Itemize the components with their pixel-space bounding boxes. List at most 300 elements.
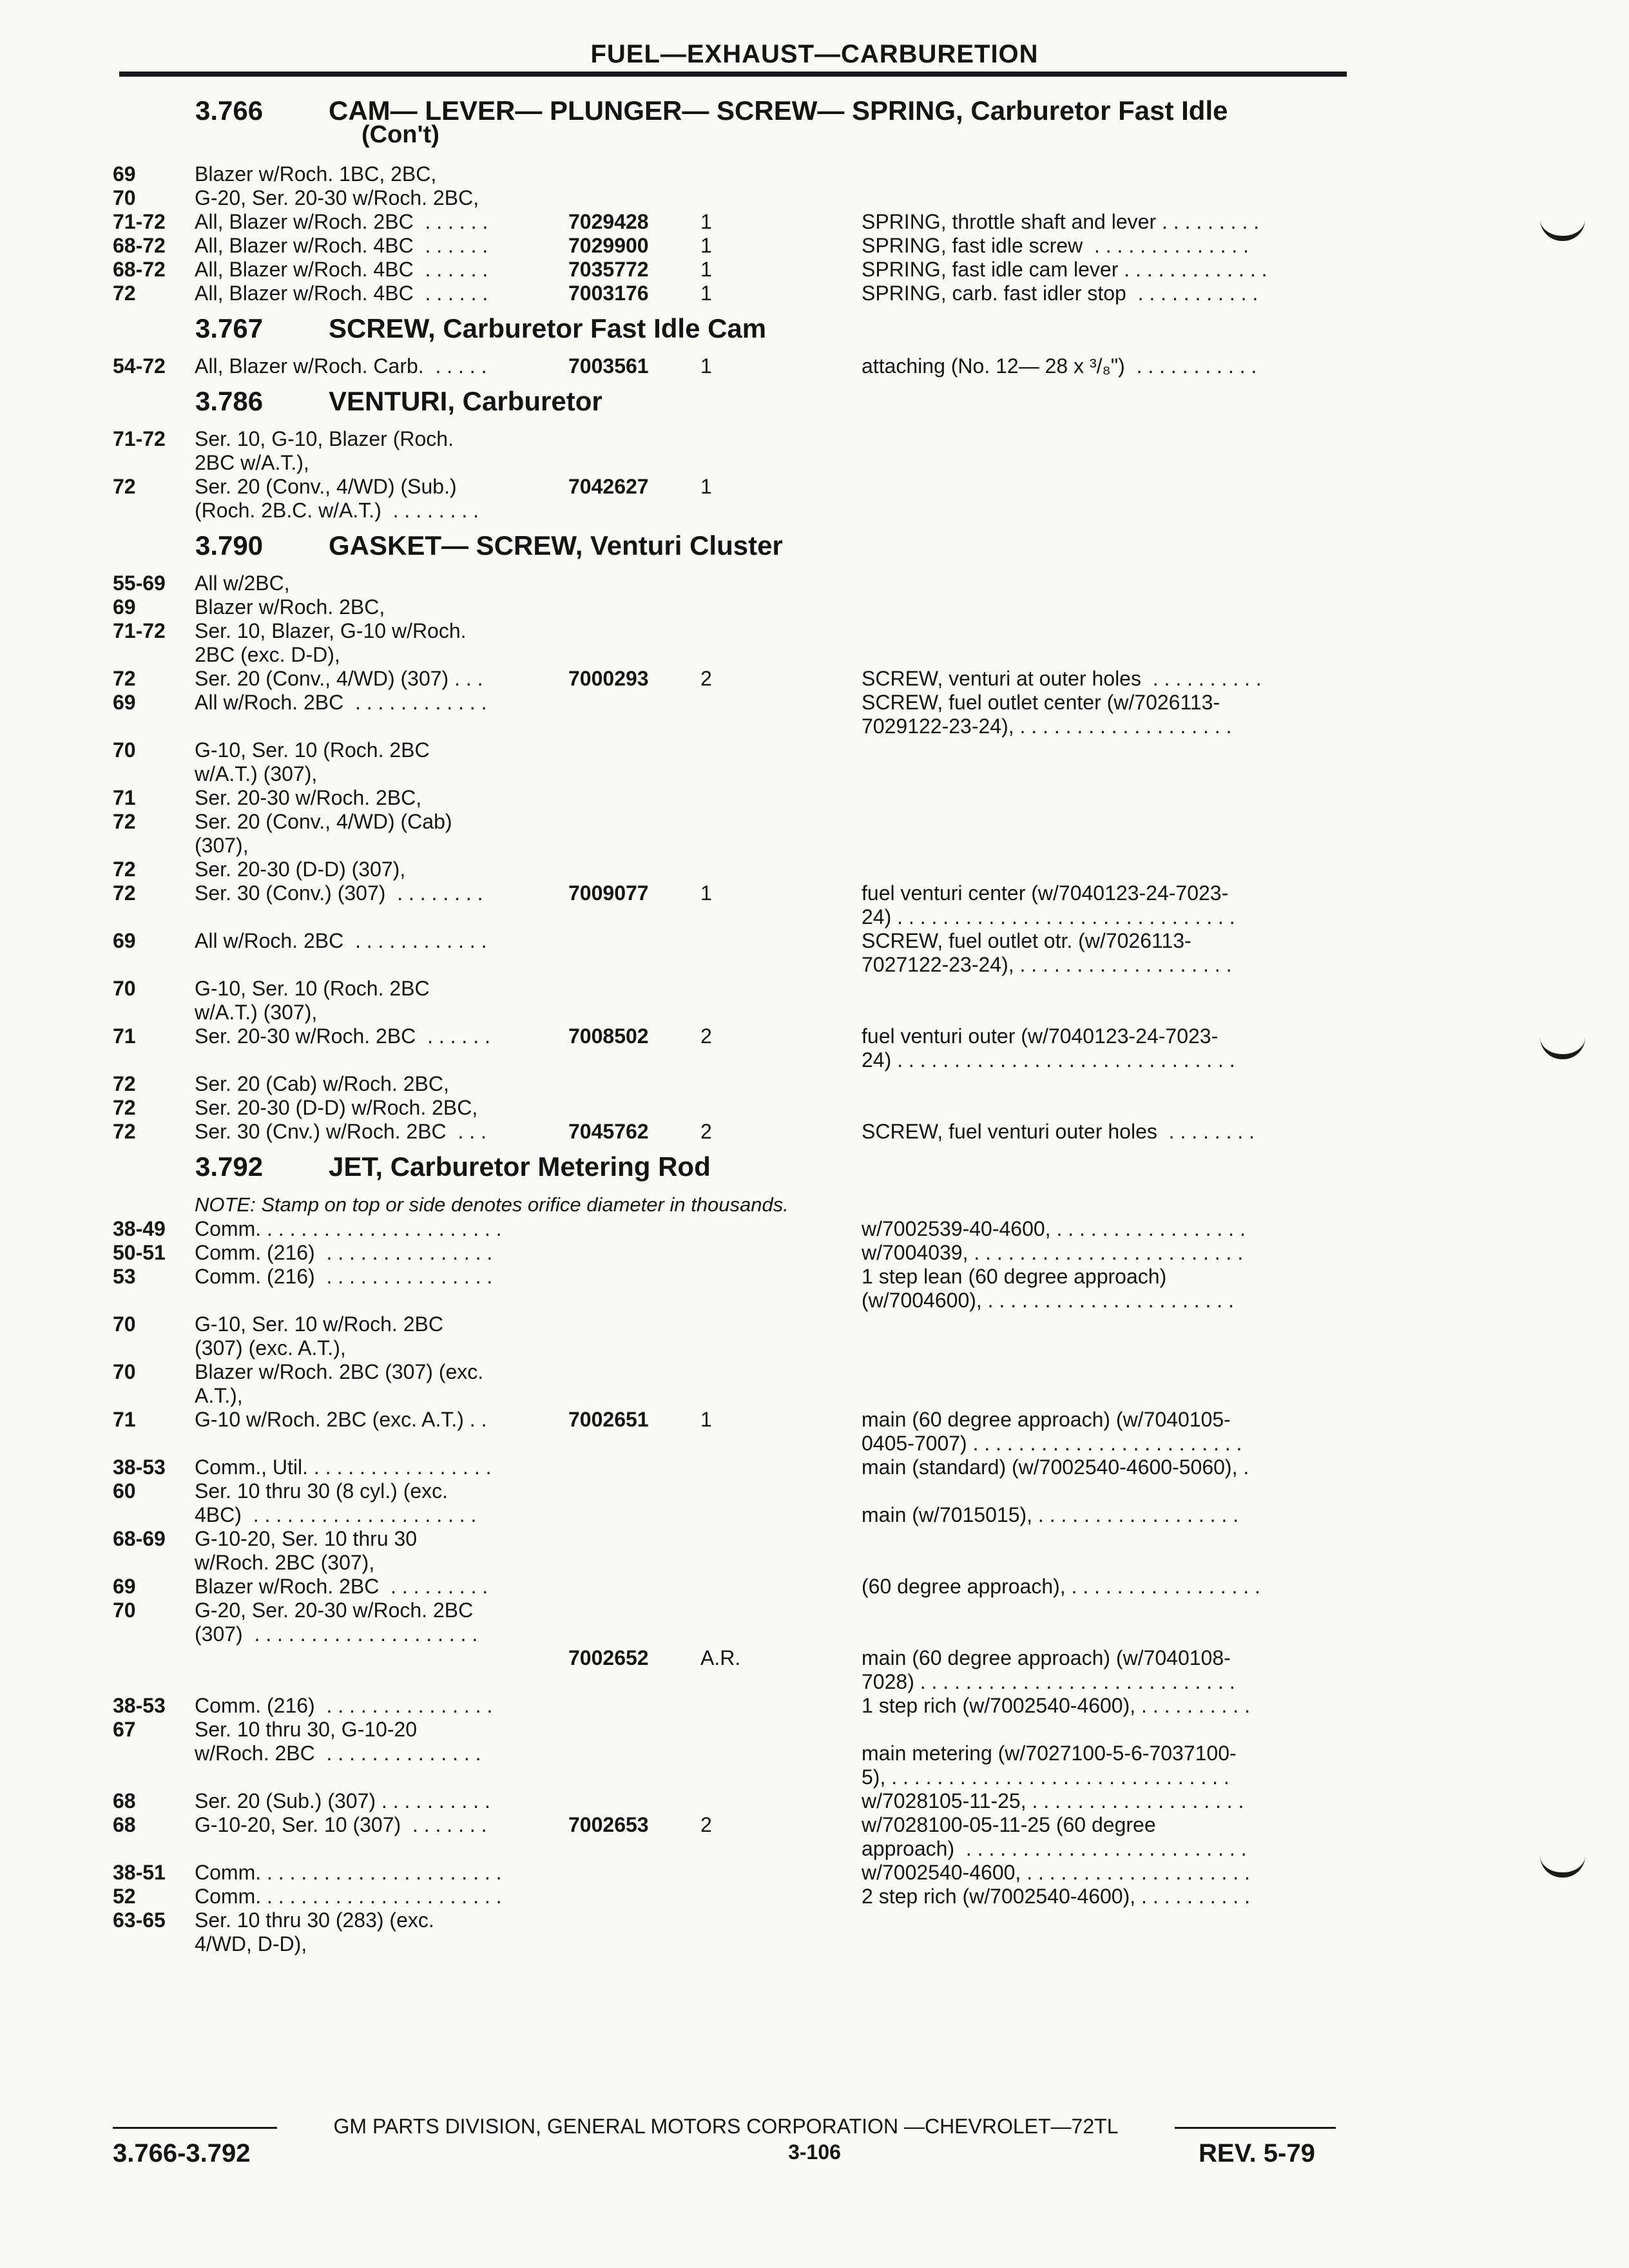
application: All w/Roch. 2BC . . . . . . . . . . . .	[195, 691, 487, 714]
application: Ser. 20 (Sub.) (307) . . . . . . . . . .	[195, 1789, 490, 1812]
quantity	[700, 1694, 862, 1718]
part-number: 7029900	[568, 234, 649, 257]
quantity	[700, 929, 862, 977]
parts-row	[113, 427, 1353, 475]
part-description	[862, 738, 1353, 786]
section-note: NOTE: Stamp on top or side denotes orifice diameter in thousands.	[195, 1193, 789, 1216]
quantity	[700, 1908, 862, 1956]
part-description	[862, 1599, 1353, 1646]
part-description: 2 step rich (w/7002540-4600), . . . . . . . . . .	[862, 1885, 1250, 1908]
parts-row	[113, 1813, 1353, 1861]
model-years: 69	[113, 162, 136, 186]
part-number	[568, 162, 700, 186]
part-description	[862, 619, 1353, 667]
application: Ser. 20 (Conv., 4/WD) (Sub.) (Roch. 2B.C. w/A.T.) . . . . . . . .	[195, 475, 479, 522]
quantity	[700, 1599, 862, 1646]
part-number: 7003176	[568, 282, 649, 305]
application: Ser. 20-30 w/Roch. 2BC . . . . . .	[195, 1024, 490, 1048]
parts-row	[113, 475, 1353, 523]
model-years: 72	[113, 1096, 136, 1119]
part-description	[862, 1360, 1353, 1408]
footer-rule-left	[113, 2127, 277, 2129]
part-number: 7000293	[568, 667, 649, 690]
footer-rule-right	[1175, 2127, 1336, 2129]
model-years: 67	[113, 1718, 136, 1741]
parts-catalog-content	[113, 90, 1353, 1959]
section-heading	[113, 1146, 1353, 1193]
parts-row	[113, 1479, 1353, 1527]
part-description: 5), . . . . . . . . . . . . . . . . . . . . . . . . . . . . . .	[862, 1765, 1229, 1789]
model-years: 50-51	[113, 1241, 166, 1264]
application: Ser. 10, Blazer, G-10 w/Roch. 2BC (exc. D-D),	[195, 619, 467, 666]
part-description	[862, 595, 1353, 619]
model-years: 63-65	[113, 1908, 166, 1932]
part-number	[568, 1096, 700, 1120]
part-description: main (standard) (w/7002540-4600-5060), .	[862, 1456, 1249, 1479]
quantity	[700, 858, 862, 881]
part-number	[568, 1456, 700, 1479]
part-number	[568, 1575, 700, 1599]
quantity	[700, 1789, 862, 1813]
parts-row	[113, 1024, 1353, 1072]
application: Ser. 30 (Cnv.) w/Roch. 2BC . . .	[195, 1120, 487, 1143]
parts-row	[113, 572, 1353, 595]
part-number: 7029428	[568, 210, 649, 233]
parts-row	[113, 186, 1353, 210]
parts-row	[113, 1575, 1353, 1599]
footer-page-number: 3-106	[788, 2140, 841, 2164]
part-description	[862, 1527, 1353, 1575]
application: Blazer w/Roch. 2BC,	[195, 595, 385, 619]
application: G-20, Ser. 20-30 w/Roch. 2BC,	[195, 186, 479, 209]
application: Ser. 20 (Conv., 4/WD) (Cab) (307),	[195, 810, 452, 857]
part-description: w/7028100-05-11-25 (60 degree approach) . . . . . . . . . . . . . . . . . . . . . . . . .	[862, 1813, 1247, 1860]
model-years: 71	[113, 786, 136, 809]
quantity	[700, 1217, 862, 1241]
parts-row	[113, 619, 1353, 667]
part-number	[568, 977, 700, 1024]
parts-row	[113, 1765, 1353, 1789]
parts-row	[113, 810, 1353, 858]
quantity	[700, 1718, 862, 1765]
model-years: 72	[113, 1072, 136, 1095]
part-number	[568, 1217, 700, 1241]
model-years: 69	[113, 1575, 136, 1598]
footer-revision: REV. 5-79	[1199, 2139, 1315, 2167]
application: Ser. 10 thru 30, G-10-20 w/Roch. 2BC . . . . . . . . . . . . . .	[195, 1718, 481, 1765]
model-years: 69	[113, 595, 136, 619]
part-number: 7002652	[568, 1646, 649, 1669]
part-description: main (60 degree approach) (w/7040105- 0405-7007) . . . . . . . . . . . . . . . . . . . . . . . .	[862, 1408, 1242, 1455]
part-number: 7035772	[568, 258, 649, 281]
quantity: 2	[700, 667, 712, 690]
parts-row	[113, 1527, 1353, 1575]
model-years: 72	[113, 475, 136, 498]
part-description: SPRING, fast idle cam lever . . . . . . . . . . . . .	[862, 258, 1268, 281]
quantity	[700, 810, 862, 858]
part-number: 7009077	[568, 881, 649, 905]
part-number	[568, 1861, 700, 1885]
application: Ser. 30 (Conv.) (307) . . . . . . . .	[195, 881, 483, 905]
application	[195, 1646, 568, 1694]
application: Ser. 20-30 (D-D) (307),	[195, 858, 406, 881]
section-title: SCREW, Carburetor Fast Idle Cam	[329, 313, 767, 343]
model-years: 68-69	[113, 1527, 166, 1550]
application: G-10, Ser. 10 (Roch. 2BC w/A.T.) (307),	[195, 738, 430, 785]
part-number	[568, 1908, 700, 1956]
model-years	[113, 1765, 195, 1789]
quantity	[700, 572, 862, 595]
application: All, Blazer w/Roch. 4BC . . . . . .	[195, 234, 488, 257]
binder-mark	[1540, 219, 1585, 241]
application: All, Blazer w/Roch. Carb. . . . . .	[195, 354, 487, 378]
parts-row	[113, 258, 1353, 282]
parts-row	[113, 1599, 1353, 1646]
part-description: SCREW, fuel outlet otr. (w/7026113- 7027122-23-24), . . . . . . . . . . . . . . . . . . .	[862, 929, 1232, 976]
parts-row	[113, 1908, 1353, 1956]
section-number: 3.792	[195, 1151, 264, 1182]
quantity	[700, 1575, 862, 1599]
section-gap	[113, 1956, 1353, 1959]
application: All, Blazer w/Roch. 4BC . . . . . .	[195, 258, 488, 281]
part-description: w/7002539-40-4600, . . . . . . . . . . . . . . . . .	[862, 1217, 1246, 1240]
application: G-10-20, Ser. 10 (307) . . . . . . .	[195, 1813, 487, 1836]
quantity: A.R.	[700, 1646, 741, 1669]
part-description: w/7002540-4600, . . . . . . . . . . . . . . . . . . . .	[862, 1861, 1250, 1884]
quantity	[700, 1861, 862, 1885]
part-description	[862, 427, 1353, 475]
application: Blazer w/Roch. 1BC, 2BC,	[195, 162, 437, 186]
part-description: 1 step rich (w/7002540-4600), . . . . . . . . . .	[862, 1694, 1250, 1717]
section-number: 3.786	[195, 386, 264, 416]
part-number	[568, 427, 700, 475]
part-description: attaching (No. 12— 28 x ³/₈") . . . . . . . . . . .	[862, 354, 1257, 378]
model-years: 38-51	[113, 1861, 166, 1884]
model-years: 72	[113, 810, 136, 833]
part-description: main metering (w/7027100-5-6-7037100-	[862, 1742, 1237, 1765]
parts-row	[113, 1120, 1353, 1144]
quantity	[700, 1072, 862, 1096]
application: Blazer w/Roch. 2BC . . . . . . . . .	[195, 1575, 488, 1598]
part-number	[568, 691, 700, 738]
quantity: 1	[700, 881, 712, 905]
model-years: 68-72	[113, 258, 166, 281]
quantity	[700, 619, 862, 667]
parts-row	[113, 858, 1353, 881]
part-number: 7042627	[568, 475, 649, 498]
part-description: SPRING, throttle shaft and lever . . . . . . . . .	[862, 210, 1260, 233]
binder-mark	[1540, 1856, 1585, 1878]
part-number	[568, 1312, 700, 1360]
model-years: 72	[113, 858, 136, 881]
part-number	[568, 1599, 700, 1646]
parts-row	[113, 1217, 1353, 1241]
application: Comm., Util. . . . . . . . . . . . . . . . .	[195, 1456, 492, 1479]
part-description	[862, 1072, 1353, 1096]
footer-section-range: 3.766-3.792	[113, 2139, 251, 2167]
part-number	[568, 786, 700, 810]
quantity: 2	[700, 1024, 712, 1048]
quantity: 1	[700, 234, 712, 257]
model-years: 72	[113, 667, 136, 690]
model-years: 60	[113, 1479, 136, 1503]
model-years: 70	[113, 1312, 136, 1336]
model-years: 68	[113, 1789, 136, 1812]
part-number	[568, 1789, 700, 1813]
model-years: 53	[113, 1265, 136, 1288]
model-years: 70	[113, 186, 136, 209]
model-years: 71-72	[113, 210, 166, 233]
application: All w/Roch. 2BC . . . . . . . . . . . .	[195, 929, 487, 952]
parts-row	[113, 234, 1353, 258]
quantity	[700, 1479, 862, 1527]
application: G-10, Ser. 10 w/Roch. 2BC (307) (exc. A.T.),	[195, 1312, 443, 1360]
model-years: 71-72	[113, 619, 166, 642]
parts-row	[113, 1241, 1353, 1265]
part-number	[568, 1241, 700, 1265]
part-description	[862, 977, 1353, 1024]
part-number: 7002653	[568, 1813, 649, 1836]
header-rule	[119, 72, 1347, 77]
quantity: 1	[700, 1408, 712, 1431]
parts-row	[113, 210, 1353, 234]
application: Comm. . . . . . . . . . . . . . . . . . . . . .	[195, 1861, 502, 1884]
application: Ser. 10 thru 30 (8 cyl.) (exc. 4BC) . . . . . . . . . . . . . . . . . . . .	[195, 1479, 477, 1526]
model-years: 54-72	[113, 354, 166, 378]
application: G-10, Ser. 10 (Roch. 2BC w/A.T.) (307),	[195, 977, 430, 1024]
section-heading	[113, 381, 1353, 427]
part-number	[568, 1072, 700, 1096]
part-description	[862, 810, 1353, 858]
part-number	[568, 1765, 700, 1789]
quantity	[700, 1265, 862, 1312]
part-number: 7008502	[568, 1024, 649, 1048]
parts-row	[113, 929, 1353, 977]
section-continued: (Con't)	[361, 121, 439, 148]
application: Comm. (216) . . . . . . . . . . . . . . .	[195, 1241, 493, 1264]
part-number	[568, 858, 700, 881]
part-description: fuel venturi outer (w/7040123-24-7023- 24) . . . . . . . . . . . . . . . . . . . . . . . . . . . . . .	[862, 1024, 1235, 1072]
application: Comm. (216) . . . . . . . . . . . . . . .	[195, 1694, 493, 1717]
quantity	[700, 977, 862, 1024]
part-description: SPRING, fast idle screw . . . . . . . . . . . . . .	[862, 234, 1249, 257]
part-description: 1 step lean (60 degree approach) (w/7004600), . . . . . . . . . . . . . . . . . . . . . .	[862, 1265, 1234, 1312]
application: Ser. 10, G-10, Blazer (Roch. 2BC w/A.T.),	[195, 427, 454, 474]
application: G-10 w/Roch. 2BC (exc. A.T.) . .	[195, 1408, 487, 1431]
part-description: main (60 degree approach) (w/7040108- 7028) . . . . . . . . . . . . . . . . . . . . . . . . . . . .	[862, 1646, 1235, 1693]
part-description: (60 degree approach), . . . . . . . . . . . . . . . . .	[862, 1575, 1260, 1598]
part-number: 7002651	[568, 1408, 649, 1431]
parts-row	[113, 282, 1353, 305]
model-years: 69	[113, 929, 136, 952]
parts-row	[113, 1861, 1353, 1885]
application: Comm. (216) . . . . . . . . . . . . . . .	[195, 1265, 493, 1288]
footer-publisher: GM PARTS DIVISION, GENERAL MOTORS CORPORATION —CHEVROLET—72TL	[333, 2115, 1119, 2138]
application: Ser. 20 (Conv., 4/WD) (307) . . .	[195, 667, 483, 690]
parts-row	[113, 667, 1353, 691]
section-title: GASKET— SCREW, Venturi Cluster	[329, 530, 783, 561]
model-years: 71-72	[113, 427, 166, 450]
parts-row	[113, 1456, 1353, 1479]
parts-row	[113, 1360, 1353, 1408]
part-description	[862, 786, 1353, 810]
part-number	[568, 1885, 700, 1908]
quantity: 2	[700, 1120, 712, 1143]
part-description	[862, 162, 1353, 186]
model-years: 70	[113, 1360, 136, 1383]
parts-row	[113, 1072, 1353, 1096]
part-description: w/7028105-11-25, . . . . . . . . . . . . . . . . . . .	[862, 1789, 1244, 1812]
part-number	[568, 929, 700, 977]
application: Comm. . . . . . . . . . . . . . . . . . . . . .	[195, 1217, 502, 1240]
quantity	[700, 595, 862, 619]
section-title: CAM— LEVER— PLUNGER— SCREW— SPRING, Carburetor Fast Idle	[329, 95, 1228, 126]
parts-row	[113, 881, 1353, 929]
part-number	[568, 619, 700, 667]
part-number	[568, 738, 700, 786]
quantity	[700, 1360, 862, 1408]
parts-row	[113, 1694, 1353, 1718]
parts-row	[113, 1646, 1353, 1694]
part-description	[862, 572, 1353, 595]
binder-mark	[1540, 1037, 1585, 1059]
part-number	[568, 1479, 700, 1527]
page-header-title: FUEL—EXHAUST—CARBURETION	[590, 40, 1039, 68]
model-years: 70	[113, 738, 136, 762]
parts-row	[113, 738, 1353, 786]
model-years: 68-72	[113, 234, 166, 257]
part-description	[862, 475, 1353, 523]
application: Ser. 20-30 w/Roch. 2BC,	[195, 786, 422, 809]
application: Ser. 10 thru 30 (283) (exc. 4/WD, D-D),	[195, 1908, 434, 1956]
part-number	[568, 1718, 700, 1765]
parts-row	[113, 1718, 1353, 1765]
part-description	[862, 1096, 1353, 1120]
parts-row	[113, 691, 1353, 738]
quantity	[700, 691, 862, 738]
parts-row	[113, 1096, 1353, 1120]
part-number	[568, 1694, 700, 1718]
model-years: 38-53	[113, 1456, 166, 1479]
application: Comm. . . . . . . . . . . . . . . . . . . . . .	[195, 1885, 502, 1908]
part-description: SPRING, carb. fast idler stop . . . . . . . . . . .	[862, 282, 1258, 305]
part-number	[568, 1265, 700, 1312]
quantity	[700, 427, 862, 475]
part-description: w/7004039, . . . . . . . . . . . . . . . . . . . . . . . .	[862, 1241, 1244, 1264]
parts-row	[113, 354, 1353, 378]
quantity: 1	[700, 354, 712, 378]
model-years: 55-69	[113, 572, 166, 595]
section-number: 3.766	[195, 95, 264, 126]
quantity	[700, 1527, 862, 1575]
parts-row	[113, 595, 1353, 619]
part-description: SCREW, venturi at outer holes . . . . . . . . . .	[862, 667, 1262, 690]
model-years: 72	[113, 282, 136, 305]
application: Blazer w/Roch. 2BC (307) (exc. A.T.),	[195, 1360, 484, 1407]
quantity	[700, 1885, 862, 1908]
model-years: 72	[113, 881, 136, 905]
part-description: SCREW, fuel venturi outer holes . . . . . . . .	[862, 1120, 1255, 1143]
quantity	[700, 1312, 862, 1360]
model-years: 38-49	[113, 1217, 166, 1240]
quantity	[700, 1456, 862, 1479]
application: G-20, Ser. 20-30 w/Roch. 2BC (307) . . . . . . . . . . . . . . . . . . . .	[195, 1599, 478, 1646]
parts-row	[113, 162, 1353, 186]
part-number: 7003561	[568, 354, 649, 378]
parts-row	[113, 1312, 1353, 1360]
part-description	[862, 858, 1353, 881]
quantity: 1	[700, 258, 712, 281]
section-number: 3.767	[195, 313, 264, 343]
parts-row	[113, 1265, 1353, 1312]
application: All, Blazer w/Roch. 2BC . . . . . .	[195, 210, 488, 233]
application: All, Blazer w/Roch. 4BC . . . . . .	[195, 282, 488, 305]
parts-row	[113, 1789, 1353, 1813]
part-description	[862, 1908, 1353, 1956]
application	[195, 1765, 568, 1789]
part-number	[568, 1360, 700, 1408]
model-years: 69	[113, 691, 136, 714]
part-description	[862, 186, 1353, 210]
quantity	[700, 1096, 862, 1120]
quantity	[700, 738, 862, 786]
parts-row	[113, 1408, 1353, 1456]
section-title: VENTURI, Carburetor	[329, 386, 602, 416]
part-number	[568, 1527, 700, 1575]
part-description: SCREW, fuel outlet center (w/7026113- 7029122-23-24), . . . . . . . . . . . . . . . . . . .	[862, 691, 1232, 738]
application: Ser. 20-30 (D-D) w/Roch. 2BC,	[195, 1096, 478, 1119]
parts-row	[113, 1885, 1353, 1908]
quantity: 1	[700, 475, 712, 498]
part-description: main (w/7015015), . . . . . . . . . . . . . . . . . .	[862, 1503, 1239, 1526]
model-years: 72	[113, 1120, 136, 1143]
part-number	[568, 810, 700, 858]
quantity: 1	[700, 282, 712, 305]
part-number	[568, 595, 700, 619]
section-heading	[113, 90, 1353, 162]
model-years: 71	[113, 1024, 136, 1048]
part-number: 7045762	[568, 1120, 649, 1143]
quantity	[700, 1241, 862, 1265]
model-years: 68	[113, 1813, 136, 1836]
quantity	[700, 1765, 862, 1789]
model-years: 38-53	[113, 1694, 166, 1717]
section-title: JET, Carburetor Metering Rod	[329, 1151, 711, 1182]
application: All w/2BC,	[195, 572, 290, 595]
part-description	[862, 1312, 1353, 1360]
quantity	[700, 786, 862, 810]
application: Ser. 20 (Cab) w/Roch. 2BC,	[195, 1072, 449, 1095]
model-years: 70	[113, 977, 136, 1000]
parts-row	[113, 977, 1353, 1024]
part-description: fuel venturi center (w/7040123-24-7023- 24) . . . . . . . . . . . . . . . . . . . . . . . . . . . . . .	[862, 881, 1235, 928]
section-heading	[113, 525, 1353, 572]
model-years	[113, 1646, 195, 1694]
part-number	[568, 186, 700, 210]
model-years: 71	[113, 1408, 136, 1431]
model-years: 70	[113, 1599, 136, 1622]
quantity	[700, 162, 862, 186]
quantity	[700, 186, 862, 210]
section-number: 3.790	[195, 530, 264, 561]
quantity: 1	[700, 210, 712, 233]
part-number	[568, 572, 700, 595]
quantity: 2	[700, 1813, 712, 1836]
section-heading	[113, 308, 1353, 354]
parts-row	[113, 786, 1353, 810]
application: G-10-20, Ser. 10 thru 30 w/Roch. 2BC (307),	[195, 1527, 418, 1574]
model-years: 52	[113, 1885, 136, 1908]
